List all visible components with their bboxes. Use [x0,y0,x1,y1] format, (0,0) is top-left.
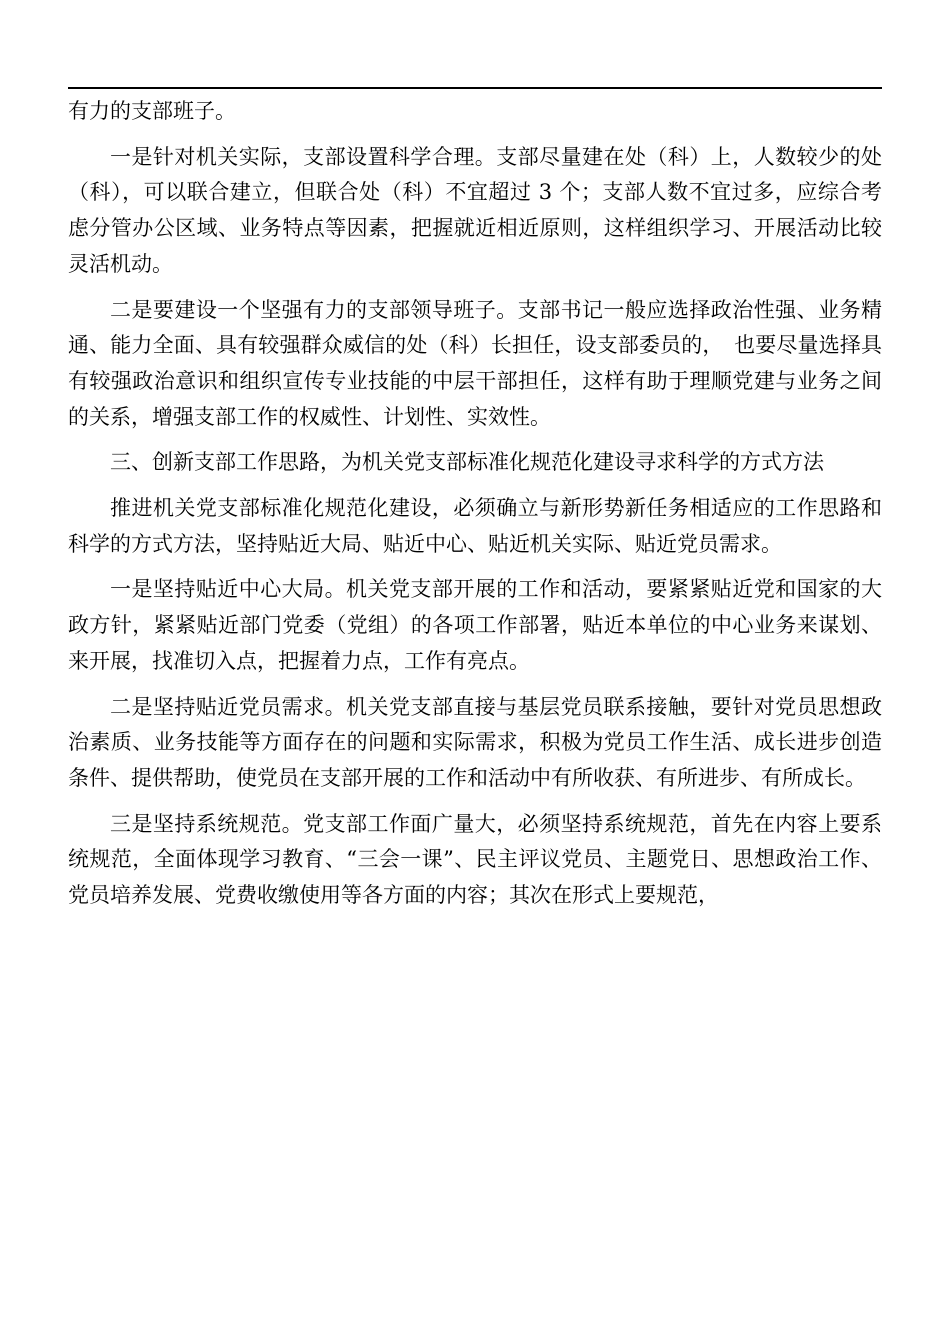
header-rule [68,87,882,89]
paragraph-1: 有力的支部班子。 [68,99,236,123]
document-body [68,94,882,924]
paragraph-2: 一是针对机关实际，支部设置科学合理。支部尽量建在处（科）上，人数较少的处（科），可以联合建立，但联合处（科）不宜超过 3 个；支部人数不宜过多，应综合考虑分管办公区域、业务特点等因素，把握就近相近原则，这样组织学习、开展活动比较灵活机动。 [68,144,882,276]
paragraph-5: 推进机关党支部标准化规范化建设，必须确立与新形势新任务相适应的工作思路和科学的方式方法，坚持贴近大局、贴近中心、贴近机关实际、贴近党员需求。 [68,496,882,556]
paragraph-3: 二是要建设一个坚强有力的支部领导班子。支部书记一般应选择政治性强、业务精通、能力全面、具有较强群众威信的处（科）长担任，设支部委员的， 也要尽量选择具有较强政治意识和组织宣传专业技能的中层干部担任，这样有助于理顺党建与业务之间的关系，增强支部工作的权威性、计划性、实效性。 [68,297,882,429]
section-heading-3: 三、创新支部工作思路，为机关党支部标准化规范化建设寻求科学的方式方法 [110,450,824,475]
paragraph-7: 二是坚持贴近党员需求。机关党支部直接与基层党员联系接触，要针对党员思想政治素质、业务技能等方面存在的问题和实际需求，积极为党员工作生活、成长进步创造条件、提供帮助，使党员在支部开展的工作和活动中有所收获、有所进步、有所成长。 [68,694,882,790]
paragraph-6: 一是坚持贴近中心大局。机关党支部开展的工作和活动，要紧紧贴近党和国家的大政方针，紧紧贴近部门党委（党组）的各项工作部署，贴近本单位的中心业务来谋划、来开展，找准切入点，把握着力点，工作有亮点。 [68,577,882,673]
paragraph-8: 三是坚持系统规范。党支部工作面广量大，必须坚持系统规范，首先在内容上要系统规范，全面体现学习教育、“三会一课”、民主评议党员、主题党日、思想政治工作、党员培养发展、党费收缴使用等各方面的内容；其次在形式上要规范， [68,811,882,908]
